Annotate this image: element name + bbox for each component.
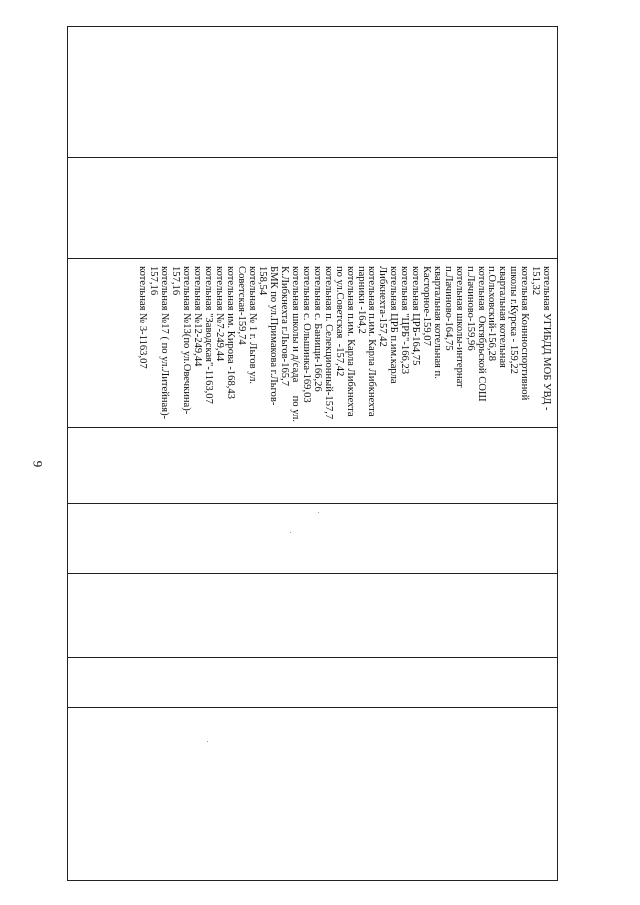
boiler-list-line: котельная №12-249,44: [192, 266, 203, 367]
boiler-list-line: 157,16: [148, 266, 160, 296]
boiler-list-line: котельная школы и д/сада по ул.: [290, 266, 302, 422]
boiler-list-line: котельная п.им. Карла Либкнехта: [344, 266, 356, 417]
page-number: 9: [30, 460, 46, 468]
boiler-list-line: котельная №17 ( по ул.Литейная)-: [159, 266, 171, 420]
boiler-list-line: котельная № 1 г. Льгов ул.: [246, 266, 258, 385]
boiler-list-line: котельная ЦРБ-164,75: [410, 266, 422, 366]
boiler-list-line: котельная им. Кирова -168,43: [224, 266, 236, 399]
boiler-list-line: котельная "ЦРБ"-166,23: [399, 266, 411, 375]
boiler-list-line: 158,54: [257, 266, 269, 296]
scan-speck: [318, 512, 319, 513]
scan-speck: [290, 532, 291, 533]
boiler-list-line: котельная № 3-1163,07: [137, 266, 149, 369]
boiler-list-line: котельная №13(по ул.Овечкина)-: [181, 266, 193, 415]
boiler-list-line: БМК по ул.Примакова г.Льгов-: [268, 266, 280, 406]
scan-speck: [207, 741, 208, 742]
boiler-list-cell: [67, 258, 558, 456]
row-divider: [68, 503, 557, 504]
boiler-list-line: К.Либкнехта г.Льгов-165,7: [279, 266, 291, 387]
boiler-list-line: квартальная котельная: [497, 266, 509, 368]
boiler-list-line: п.Ольховский-156,28: [486, 266, 498, 362]
boiler-list-line: школы г.Курска - 159,22: [508, 266, 520, 374]
boiler-list-line: 151,32: [530, 266, 542, 296]
boiler-list-line: котельная с. Ольшинка-169,03: [301, 266, 313, 403]
boiler-list-line: котельная школы-интернат: [453, 266, 465, 388]
boiler-list-line: Касторное-159,07: [421, 266, 433, 346]
boiler-list-line: парники -164,2: [355, 266, 367, 334]
boiler-list-line: котельная Коннноспортивной: [519, 266, 531, 401]
boiler-list-line: котельная №7-249,44: [213, 266, 225, 362]
boiler-list-line: котельная с. Банищи-166,26: [311, 266, 323, 392]
row-divider: [68, 573, 557, 574]
boiler-list-line: котельная Октябрьской СОШ: [475, 266, 487, 402]
boiler-list-line: котельная п.им. Карла Либкнехта: [366, 266, 378, 417]
boiler-list-line: Либкнехта-157,42: [377, 266, 389, 347]
boiler-list: [67, 258, 558, 456]
boiler-list-line: котельная УГИБДД МОБ УВД -: [541, 266, 552, 411]
row-divider: [68, 657, 557, 658]
boiler-list-line: п.Лачиново-164,75: [442, 266, 454, 351]
boiler-list-line: п.Лачиново-159,96: [464, 266, 476, 351]
boiler-list-line: по ул.Советская -157,42: [333, 266, 345, 377]
boiler-list-line: котельная ЦРБ п.им.карла: [388, 266, 400, 384]
boiler-list-line: Советская-159,74: [235, 266, 247, 345]
boiler-list-line: 157,16: [170, 266, 182, 296]
row-divider: [68, 157, 557, 158]
boiler-list-line: котельная "Заводская"-1163,07: [202, 266, 214, 404]
boiler-list-line: квартальная котельная п.: [431, 266, 443, 379]
boiler-list-line: котельная п. Селекционный-157,7: [322, 266, 334, 420]
row-divider: [68, 707, 557, 708]
